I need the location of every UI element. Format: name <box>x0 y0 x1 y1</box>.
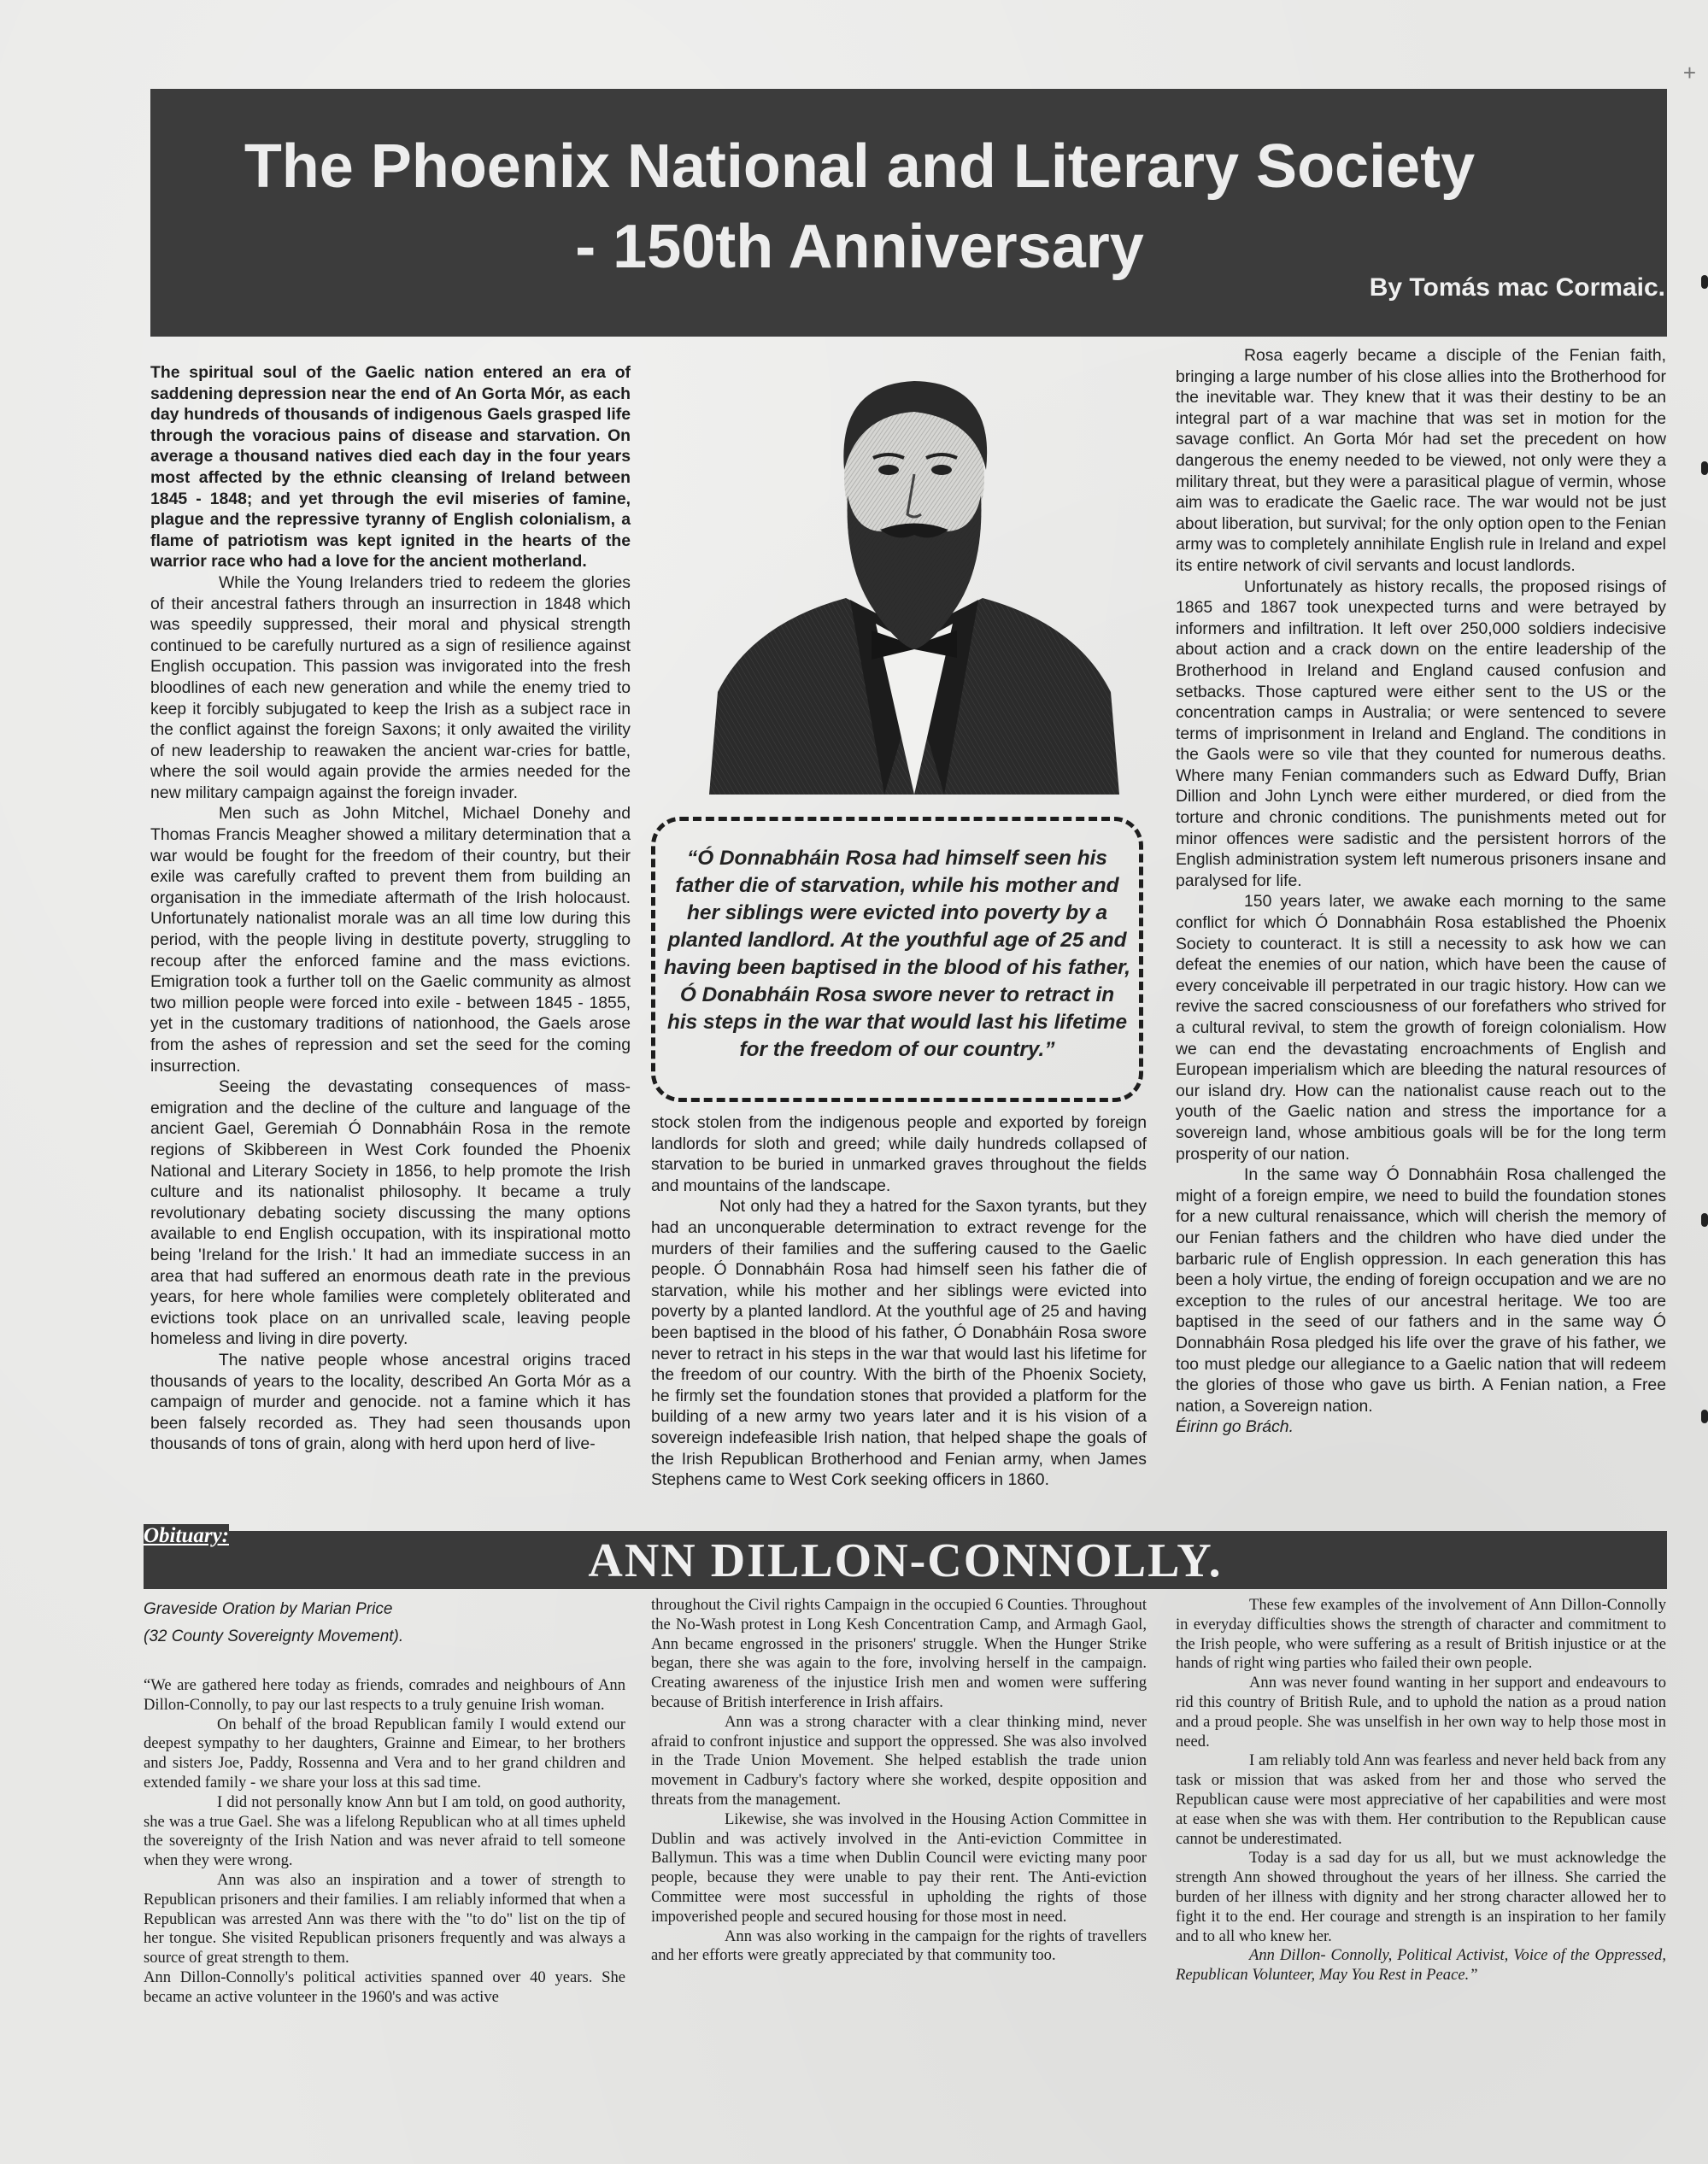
obituary-label: Obituary: <box>144 1524 229 1547</box>
obituary-paragraph: Ann Dillon-Connolly's political activities spanned over 40 years. She became an active volunteer in the 1960's and was active <box>144 1968 625 2006</box>
article-paragraph: Seeing the devastating consequences of mass-emigration and the decline of the culture and language of the ancient Gael, Geremiah Ó Donnabháin Rosa in the remote regions of Skibbereen in West Cork founded the Phoenix National and Literary Society in 1856, to help promote the Irish culture and its nationalist philosophy. It became a truly revolutionary debating society discussing the many options available to end English occupation, with its inspirational motto being 'Ireland for the Irish.' It had an immediate success in an area that had suffered an enormous death rate in the previous years, for here whole families were completely obliterated and evictions took place on an unrivalled scale, leaving people homeless and living in dire poverty. <box>150 1077 631 1349</box>
article-column-1 <box>150 362 631 1455</box>
article-column-2 <box>651 1112 1147 1491</box>
binding-hole-icon <box>1701 461 1708 475</box>
oration-byline: Graveside Oration by Marian Price <box>144 1600 393 1618</box>
obituary-paragraph: Ann was a strong character with a clear thinking mind, never afraid to confront injustice and support the oppressed. She was also involved in the Trade Union Movement. She helped establish the trade union movement in Cadbury's factory where she worked, despite opposition and threats from the management. <box>651 1712 1147 1809</box>
article-column-3 <box>1176 345 1666 1438</box>
obituary-column-3 <box>1176 1596 1666 1985</box>
obituary-paragraph: Likewise, she was involved in the Housing Action Committee in Dublin and was actively involved in the Anti-eviction Committee in Ballymun. This was a time when Dublin Council were evicting many poor people, because they were unable to pay their rent. The Anti-eviction Committee were most successful in upholding the rights of those impoverished people and secured housing for those most in need. <box>651 1809 1147 1926</box>
obituary-paragraph: Ann was also an inspiration and a tower of strength to Republican prisoners and their families. I am reliably informed that when a Republican was arrested Ann was there with the "to do" list on the tip of her tongue. She visited Republican prisoners frequently and was always a source of great strength to them. <box>144 1870 625 1968</box>
article-paragraph: Rosa eagerly became a disciple of the Fenian faith, bringing a large number of his close allies into the Brotherhood for the inevitable war. They knew that it was their destiny to be an integral part of a war machine that was set in motion for the savage conflict. An Gorta Mór had set the precedent on how dangerous the enemy needed to be viewed, not only were they a military threat, but they were a parasitical plague of vermin, whose aim was to eradicate the Gaelic race. The war would not be just about liberation, but survival; for the only option open to the Fenian army was to completely annihilate English rule in Ireland and expel its entire network of civil servants and locust landlords. <box>1176 346 1666 575</box>
article-paragraph: In the same way Ó Donnabháin Rosa challenged the might of a foreign empire, we need to build the foundation stones for a new cultural renaissance, which will cherish the memory of our Fenian fathers and the children who have died under the barbaric rule of English oppression. In each generation this has been a holy virtue, the ending of foreign occupation and we are no exception to the rules of our ancestral heritage. We too are baptised in the seed of our fathers and in the same way Ó Donnabháin Rosa pledged his life over the grave of his father, we too must pledge our allegiance to a Gaelic nation that will redeem the glories of those who gave us birth. A Fenian nation, a Free nation, a Sovereign nation. <box>1176 1165 1666 1416</box>
obituary-paragraph: I am reliably told Ann was fearless and never held back from any task or mission that was asked from her and those who served the Republican cause were most appreciative of her capabilities and were most at ease when she was with them. Her contribution to the Republican cause cannot be underestimated. <box>1176 1751 1666 1848</box>
oration-organisation: (32 County Sovereignty Movement). <box>144 1627 404 1645</box>
headline-line-1: The Phoenix National and Literary Society <box>244 132 1476 201</box>
obituary-closing: Ann Dillon- Connolly, Political Activist, Voice of the Oppressed, Republican Volunteer, May You Rest in Peace.” <box>1176 1946 1666 1985</box>
article-paragraph: stock stolen from the indigenous people and exported by foreign landlords for sloth and greed; while daily hundreds collapsed of starvation to be buried in unmarked graves throughout the fields and mountains of the landscape. <box>651 1113 1147 1195</box>
article-paragraph: Unfortunately as history recalls, the proposed risings of 1865 and 1867 took unexpected turns and were betrayed by informers and infiltration. It left over 250,000 soldiers indecisive about action and a crack down on the entire leadership of the Brotherhood in Ireland and England caused confusion and setbacks. Those captured were either sent to the US or the concentration camps in Australia; or were sentenced to severe terms of imprisonment in Ireland and England. The conditions in the Gaols were so vile that they counted for numerous deaths. Where many Fenian commanders such as Edward Duffy, Brian Dillion and John Lynch were either murdered, or died from the torture and chronic conditions. The punishments meted out for minor offences were sadistic and the persistent horrors of the English administration system left numerous prisoners insane and paralysed for life. <box>1176 577 1666 890</box>
obituary-paragraph: Ann was also working in the campaign for the rights of travellers and her efforts were greatly appreciated by that community too. <box>651 1926 1147 1965</box>
article-signoff: Éirinn go Brách. <box>1176 1417 1294 1437</box>
obituary-title: ANN DILLON-CONNOLLY. <box>588 1534 1223 1587</box>
obituary-column-1 <box>144 1596 625 2008</box>
obituary-paragraph: throughout the Civil rights Campaign in the occupied 6 Counties. Throughout the No-Wash protest in Long Kesh Concentration Camp, and Armagh Gaol, Ann became engrossed in the prisoners' struggle. When the Hunger Strike began, there she was again to the fore, involving herself in the campaign. Creating awareness of the injustice Irish men and women were suffering because of British interference in Irish affairs. <box>651 1596 1147 1711</box>
article-headline <box>150 126 1569 287</box>
obituary-paragraph: I did not personally know Ann but I am told, on good authority, she was a true Gael. She was a lifelong Republican who at all times upheld the sovereignty of the Irish Nation and was never afraid to tell someone when they were wrong. <box>144 1792 625 1870</box>
pull-quote: “Ó Donnabháin Rosa had himself seen his father die of starvation, while his mother and her siblings were evicted into poverty by a planted landlord. At the youthful age of 25 and having been baptised in the blood of his father, Ó Donabháin Rosa swore never to retract in his steps in the war that would last his lifetime for the freedom of our country.” <box>651 817 1143 1102</box>
article-paragraph: While the Young Irelanders tried to redeem the glories of their ancestral fathers through an insurrection in 1848 which was speedily suppressed, their moral and physical strength continued to be carefully nurtured as a sign of resilience against English occupation. This passion was invigorated into the fresh bloodlines of each new generation and while the enemy tried to keep it forcibly subjugated to keep the Irish as a subject race in the conflict against the foreign Saxons; it only awaited the virility of new leadership to reawaken the ancient war-cries for battle, where the soil would again provide the armies needed for the new military campaign against the foreign invader. <box>150 572 631 802</box>
article-paragraph: Men such as John Mitchel, Michael Donehy and Thomas Francis Meagher showed a military determination that a war would be fought for the freedom of their country, but their exile was carefully crafted to prevent them from building an organisation in the immediate aftermath of the Irish holocaust. Unfortunately nationalist morale was an all time low during this period, with the people living in destitute poverty, struggling to recoup after the enforced famine and the mass evictions. Emigration took a further toll on the Gaelic community as almost two million people were forced into exile - between 1845 - 1855, yet in the customary traditions of nationhood, the Gaels arose from the ashes of repression and set the seed for the coming insurrection. <box>150 804 631 1076</box>
obituary-paragraph: Ann was never found wanting in her support and endeavours to rid this country of British Rule, and to uphold the nation as a proud nation and a proud people. She was unselfish in her own way to help those most in need. <box>1176 1674 1666 1751</box>
obituary-paragraph: “We are gathered here today as friends, comrades and neighbours of Ann Dillon-Connolly, to pay our last respects to a truly genuine Irish woman. <box>144 1676 625 1714</box>
byline: By Tomás mac Cormaic. <box>1369 273 1665 302</box>
article-lead: The spiritual soul of the Gaelic nation entered an era of saddening depression near the end of An Gorta Mór, as each day hundreds of thousands of indigenous Gaels grasped life through the voracious pains of disease and starvation. On average a thousand natives died each day in the four years most affected by the ethnic cleansing of Ireland between 1845 - 1848; and yet through the evil miseries of famine, plague and the repressive tyranny of English colonialism, a flame of patriotism was kept ignited in the hearts of the warrior race who had a love for the ancient motherland. <box>150 363 631 572</box>
obituary-paragraph: These few examples of the involvement of Ann Dillon-Connolly in everyday difficulties shows the strength of character and commitment to the Irish people, who were suffering as a result of British injustice or at the hands of right wing parties who failed their own people. <box>1176 1596 1666 1673</box>
portrait-engraving <box>701 350 1128 795</box>
article-paragraph: 150 years later, we awake each morning to the same conflict for which Ó Donnabháin Rosa established the Phoenix Society to counteract. It is still a necessity to ask how we can defeat the enemies of our nation, which have been the cause of every conceivable ill perpetrated in our tragic history. How can we revive the sacred consciousness of our forefathers who strived for a cultural revival, to stem the growth of foreign colonialism. How we can end the devastating encroachments of English and European imperialism which are bleeding the natural resources of our island dry. How can the nationalist cause reach out to the youth of the Gaelic nation and stress the importance for a sovereign land, whose ambitious goals will be for the long term prosperity of our nation. <box>1176 892 1666 1164</box>
crop-mark-icon: + <box>1682 60 1696 85</box>
headline-line-2: - 150th Anniversary <box>575 213 1144 281</box>
article-paragraph: Not only had they a hatred for the Saxon tyrants, but they had an unconquerable determination to extract revenge for the murders of their families and the suffering caused to the Gaelic people. Ó Donnabháin Rosa had himself seen his father die of starvation, while his mother and her siblings were evicted into poverty by a planted landlord. At the youthful age of 25 and having been baptised in the blood of his father, Ó Donabháin Rosa swore never to retract in his steps in the war that would last his lifetime for the freedom of our country. With the birth of the Phoenix Society, he firmly set the foundation stones that provided a platform for the building of a new army two years later and it is his vision of a sovereign indefeasible Irish nation, that helped shape the goals of the Irish Republican Brotherhood and Fenian army, when James Stephens came to West Cork seeking officers in 1860. <box>651 1197 1147 1490</box>
binding-hole-icon <box>1701 1410 1708 1423</box>
article-paragraph: The native people whose ancestral origins traced thousands of years to the locality, described An Gorta Mór as a campaign of murder and genocide. not a famine which it has been falsely recorded as. They had seen thousands upon thousands of tons of grain, along with herd upon herd of live- <box>150 1350 631 1454</box>
obituary-paragraph: On behalf of the broad Republican family I would extend our deepest sympathy to her daughters, Grainne and Eimear, to her brothers and sisters Joe, Paddy, Rossenna and Vera and to her grand children and extended family - we share your loss at this sad time. <box>144 1715 625 1792</box>
obituary-column-2 <box>651 1596 1147 1966</box>
binding-hole-icon <box>1701 1213 1708 1227</box>
obituary-paragraph: Today is a sad day for us all, but we must acknowledge the strength Ann showed throughout the years of her illness. She carried the burden of her illness with dignity and her strong character allowed her to fight it to the end. Her courage and strength is an inspiration to her family and to all who knew her. <box>1176 1849 1666 1945</box>
binding-hole-icon <box>1701 275 1708 289</box>
